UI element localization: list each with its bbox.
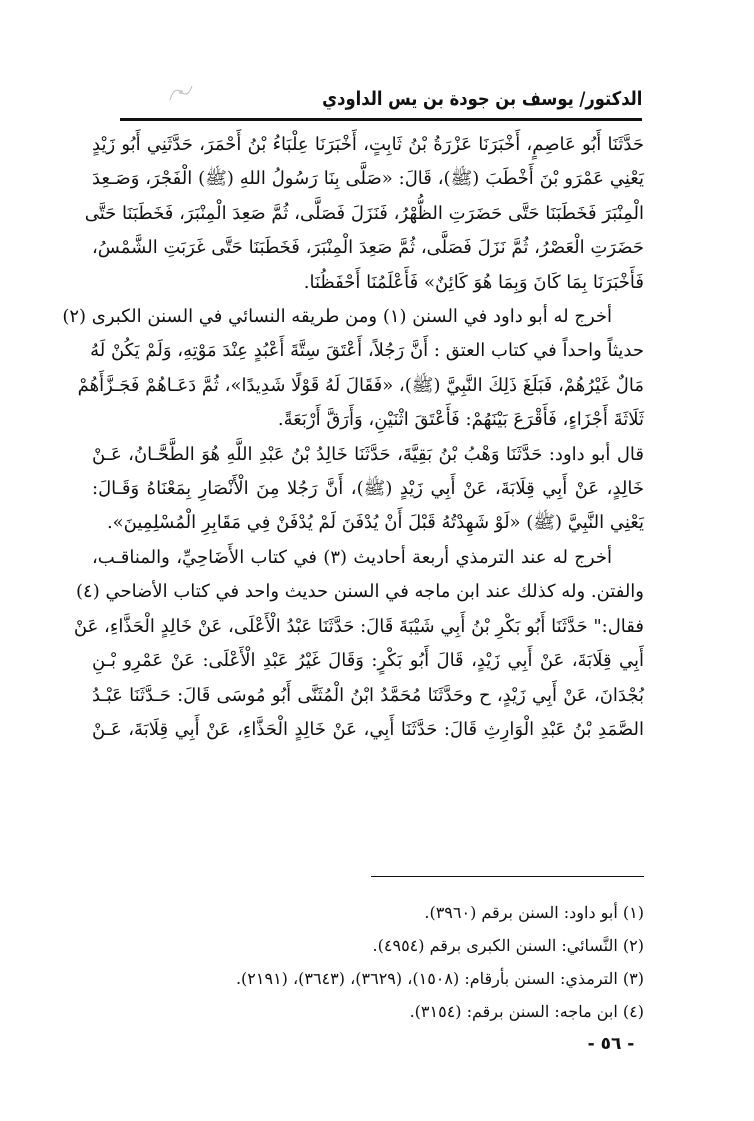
main-text [62,128,644,747]
text-line: حَضَرَتِ الْعَصْرُ، ثُمَّ نَزَلَ فَصَلَّى، ثُمَّ صَعِدَ الْمِنْبَرَ، فَخَطَبَنَا حَتَّى غَرَبَتِ الشَّمْسُ، [92,237,644,259]
text-line: والفتن. وله كذلك عند ابن ماجه في السنن حديث واحد في كتاب الأضاحي (٤) [76,581,644,603]
footnote: (١) أبو داود: السنن برقم (٣٩٦٠). [424,903,644,922]
text-line: أخرج له عند الترمذي أربعة أحاديث (٣) في كتاب الأَضَاحِيِّ، والمناقـب، [92,546,612,568]
text-line: حَدَّثَنَا أَبُو عَاصِمٍ، أَخْبَرَنَا عَزْرَةُ بْنُ ثَابِتٍ، أَخْبَرَنَا عِلْبَاءُ بْنُ أَحْمَرَ، حَدَّثَنِي أَبُو زَيْدٍ [92,134,644,155]
text-line: الصَّمَدِ بْنُ عَبْدِ الْوَارِثِ قَالَ: حَدَّثَنَا أَبِي، عَنْ خَالِدٍ الْحَذَّاءِ، عَنْ أَبِي قِلَابَةَ، عَـنْ [92,718,644,740]
page-header [120,86,642,121]
text-line: يَعْنِي عَمْرَو بْنَ أَخْطَبَ (ﷺ)، قَالَ: «صَلَّى بِنَا رَسُولُ اللهِ (ﷺ) الْفَجْرَ، وَصَـعِدَ [92,168,644,190]
text-line: ثَلَاثَةَ أَجْزَاءٍ، فَأَقْرَعَ بَيْنَهُمْ: فَأَعْتَقَ اثْنَيْنِ، وَأَرَقَّ أَرْبَعَةً. [277,409,644,431]
page-number: - ٥٦ - [587,1034,635,1054]
footnote: (٤) ابن ماجه: السنن برقم: (٣١٥٤). [409,1002,644,1021]
footnotes [160,896,644,1028]
text-line: فقال:" حَدَّثَنَا أَبُو بَكْرِ بْنُ أَبِي شَيْبَةَ قَالَ: حَدَّثَنَا عَبْدُ الْأَعْلَى، عَنْ خَالِدٍ الْحَذَّاءِ، عَنْ [73,615,644,637]
text-line: خَالِدٍ، عَنْ أَبِي قِلَابَةَ، عَنْ أَبِي زَيْدٍ (ﷺ)، أَنَّ رَجُلا مِنَ الْأَنْصَارِ بِمَعْنَاهُ وَقَـالَ: [92,478,644,500]
text-line: مَالٌ غَيْرُهُمْ، فَبَلَغَ ذَلِكَ النَّبِيَّ (ﷺ)، «فَقَالَ لَهُ قَوْلًا شَدِيدًا»، ثُمَّ دَعَـاهُمْ فَجَـزَّأَهُمْ [77,374,644,396]
ornament-icon [166,82,196,104]
text-line: فَأَخْبَرَنَا بِمَا كَانَ وَبِمَا هُوَ كَائِنٌ» فَأَعْلَمُنَا أَحْفَظُنَا. [303,271,644,293]
footnote: (٢) النَّسائي: السنن الكبرى برقم (٤٩٥٤). [372,936,644,955]
text-line: الْمِنْبَرَ فَخَطَبَنَا حَتَّى حَضَرَتِ الظُّهْرُ، فَنَزَلَ فَصَلَّى، ثُمَّ صَعِدَ الْمِنْبَرَ، فَخَطَبَنَا حَتَّى [84,202,644,224]
text-line: حديثاً واحداً في كتاب العتق : أَنَّ رَجُلاً، أَعْتَقَ سِتَّةَ أَعْبُدٍ عِنْدَ مَوْتِهِ، وَلَمْ يَكُنْ لَهُ [90,340,644,362]
text-line: أَبِي قِلَابَةَ، عَنْ أَبِي زَيْدٍ، قَالَ أَبُو بَكْرٍ: وَقَالَ غَيْرُ عَبْدِ الْأَعْلَى: عَنْ عَمْرِو بْـنِ [92,650,644,672]
footnote-separator [371,876,644,877]
text-line: يَعْنِي النَّبِيَّ (ﷺ) «لَوْ شَهِدْتُهُ قَبْلَ أَنْ يُدْفَنَ لَمْ يُدْفَنْ فِي مَقَابِرِ الْمُسْلِمِينَ». [106,512,644,534]
header-title: الدكتور/ يوسف بن جودة بن يس الداودي [321,88,642,110]
text-line: قال أبو داود: حَدَّثَنَا وَهْبُ بْنُ بَقِيَّةَ، حَدَّثَنَا خَالِدُ بْنُ عَبْدِ اللَّهِ هُوَ الطَّحَّـانُ، عَـنْ [92,443,644,465]
footnote: (٣) الترمذي: السنن بأرقام: (١٥٠٨)، (٣٦٢٩)، (٣٦٤٣)، (٢١٩١). [235,969,644,988]
text-line: بُجْدَانَ، عَنْ أَبِي زَيْدٍ، ح وحَدَّثَنَا مُحَمَّدُ ابْنُ الْمُثَنَّى أَبُو مُوسَى قَالَ: حَـدَّثَنَا عَبْـدُ [92,684,644,706]
text-line: أخرج له أبو داود في السنن (١) ومن طريقه النسائي في السنن الكبرى (٢) [62,306,612,328]
